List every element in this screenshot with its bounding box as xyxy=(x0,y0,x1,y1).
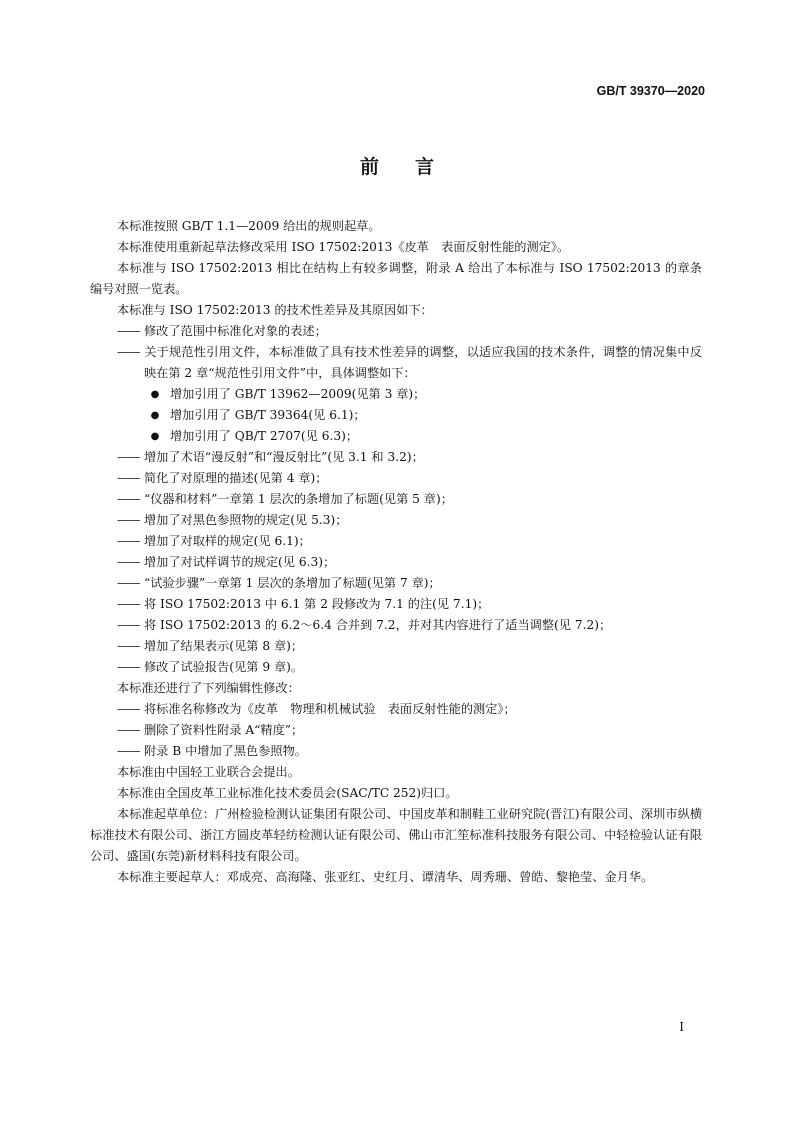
list-item-text: 将标准名称修改为《皮革 物理和机械试验 表面反射性能的测定》； xyxy=(144,702,516,716)
list-item-text: 增加了术语“漫反射”和“漫反射比”(见 3.1 和 3.2)； xyxy=(144,450,424,464)
list-item xyxy=(90,594,702,615)
list-item-text: 关于规范性引用文件，本标准做了具有技术性差异的调整，以适应我国的技术条件，调整的情况集中反映在第 2 章“规范性引用文件”中，具体调整如下： xyxy=(144,345,702,380)
list-item-text: “试验步骤”一章第 1 层次的条增加了标题(见第 7 章)； xyxy=(144,576,441,590)
dash-marker: —— xyxy=(117,555,140,569)
paragraph: 本标准起草单位：广州检验检测认证集团有限公司、中国皮革和制鞋工业研究院(晋江)有限公司、深圳市纵横标准技术有限公司、浙江方圆皮革轻纺检测认证有限公司、佛山市汇笙标准科技服务有限公司、中轻检验认证有限公司、盛国(东莞)新材料科技有限公司。 xyxy=(90,807,702,863)
list-item-text: 将 ISO 17502:2013 的 6.2～6.4 合并到 7.2，并对其内容进行了适当调整(见 7.2)； xyxy=(144,618,612,632)
list-item-text: 删除了资料性附录 A“精度”； xyxy=(144,723,304,737)
list-item xyxy=(90,720,702,741)
dash-marker: —— xyxy=(117,576,140,590)
dash-marker: —— xyxy=(117,492,140,506)
list-item-text: 修改了范围中标准化对象的表述； xyxy=(144,324,327,338)
paragraph: 本标准使用重新起草法修改采用 ISO 17502:2013《皮革 表面反射性能的测定》。 xyxy=(117,240,570,254)
list-item xyxy=(90,321,702,342)
dash-marker: —— xyxy=(117,597,140,611)
list-item-text: 附录 B 中增加了黑色参照物。 xyxy=(144,744,307,758)
dash-marker: —— xyxy=(117,450,140,464)
dash-marker: —— xyxy=(117,534,140,548)
paragraph: 本标准由全国皮革工业标准化技术委员会(SAC/TC 252)归口。 xyxy=(117,786,458,800)
list-item-text: 修改了试验报告(见第 9 章)。 xyxy=(144,660,304,674)
list-item-text: 增加了对黑色参照物的规定(见 5.3)； xyxy=(144,513,348,527)
list-item xyxy=(90,447,702,468)
dash-marker: —— xyxy=(117,702,140,716)
bullet-item-text: 增加引用了 QB/T 2707(见 6.3)； xyxy=(170,429,359,443)
list-item xyxy=(90,741,702,762)
list-item-text: 增加了结果表示(见第 8 章)； xyxy=(144,639,304,653)
bullet-item xyxy=(90,405,702,426)
page-title: 前言 xyxy=(359,156,470,178)
list-item xyxy=(90,489,702,510)
bullet-item-text: 增加引用了 GB/T 13962—2009(见第 3 章)； xyxy=(170,387,426,401)
paragraph: 本标准与 ISO 17502:2013 相比在结构上有较多调整，附录 A 给出了本标准与 ISO 17502:2013 的章条编号对照一览表。 xyxy=(90,261,702,296)
paragraph: 本标准与 ISO 17502:2013 的技术性差异及其原因如下： xyxy=(117,303,433,317)
dash-marker: —— xyxy=(117,723,140,737)
dash-marker: —— xyxy=(117,324,140,338)
dash-marker: —— xyxy=(117,513,140,527)
list-item xyxy=(90,636,702,657)
preface-body xyxy=(90,216,702,888)
list-item xyxy=(90,342,702,384)
dash-marker: —— xyxy=(117,345,140,359)
list-item xyxy=(90,573,702,594)
list-item-text: 将 ISO 17502:2013 中 6.1 第 2 段修改为 7.1 的注(见 7.1)； xyxy=(144,597,490,611)
list-item xyxy=(90,510,702,531)
list-item-text: “仪器和材料”一章第 1 层次的条增加了标题(见第 5 章)； xyxy=(144,492,453,506)
dash-marker: —— xyxy=(117,639,140,653)
page-number: I xyxy=(679,1020,684,1034)
list-item xyxy=(90,468,702,489)
dash-marker: —— xyxy=(117,618,140,632)
list-item xyxy=(90,531,702,552)
list-item xyxy=(90,699,702,720)
paragraph: 本标准还进行了下列编辑性修改： xyxy=(117,681,300,695)
list-item xyxy=(90,657,702,678)
dash-marker: —— xyxy=(117,471,140,485)
list-item-text: 增加了对试样调节的规定(见 6.3)； xyxy=(144,555,336,569)
bullet-icon: ● xyxy=(150,410,160,421)
list-item-text: 增加了对取样的规定(见 6.1)； xyxy=(144,534,311,548)
bullet-icon: ● xyxy=(150,431,160,442)
dash-marker: —— xyxy=(117,744,140,758)
paragraph: 本标准由中国轻工业联合会提出。 xyxy=(117,765,300,779)
bullet-icon: ● xyxy=(150,389,160,400)
dash-marker: —— xyxy=(117,660,140,674)
standard-code: GB/T 39370—2020 xyxy=(596,84,705,98)
list-item-text: 简化了对原理的描述(见第 4 章)； xyxy=(144,471,328,485)
paragraph: 本标准按照 GB/T 1.1—2009 给出的规则起草。 xyxy=(117,219,381,233)
paragraph: 本标准主要起草人：邓成亮、高海隆、张亚红、史红月、谭清华、周秀珊、曾皓、黎艳莹、金月华。 xyxy=(117,870,654,884)
bullet-item xyxy=(90,426,702,447)
list-item xyxy=(90,615,702,636)
bullet-item xyxy=(90,384,702,405)
list-item xyxy=(90,552,702,573)
bullet-item-text: 增加引用了 GB/T 39364(见 6.1)； xyxy=(170,408,366,422)
